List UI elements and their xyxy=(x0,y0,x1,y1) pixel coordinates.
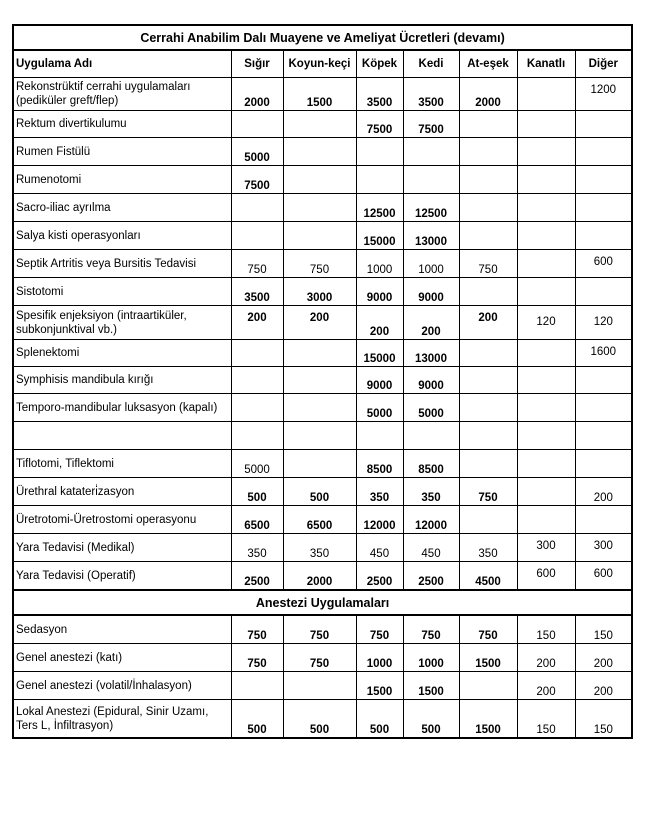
fee-cell: 150 xyxy=(517,615,575,644)
table-row xyxy=(13,394,632,422)
fee-cell xyxy=(575,394,632,422)
fee-cell xyxy=(575,367,632,394)
fee-cell: 5000 xyxy=(403,394,459,422)
procedure-name: Temporo-mandibular luksasyon (kapalı) xyxy=(13,394,231,422)
procedure-name xyxy=(13,422,231,450)
fee-cell: 600 xyxy=(575,250,632,278)
fee-cell: 500 xyxy=(403,700,459,739)
fee-cell: 500 xyxy=(231,700,283,739)
fee-cell: 750 xyxy=(231,644,283,672)
procedure-name: Tiflotomi, Tiflektomi xyxy=(13,450,231,478)
fee-cell: 8500 xyxy=(403,450,459,478)
fee-cell xyxy=(459,367,517,394)
fee-cell: 200 xyxy=(283,306,356,340)
fee-cell: 13000 xyxy=(403,340,459,367)
fee-cell: 15000 xyxy=(356,340,403,367)
column-header: Diğer xyxy=(575,50,632,78)
section-row xyxy=(13,590,632,615)
table-row xyxy=(13,562,632,591)
column-header: Sığır xyxy=(231,50,283,78)
column-header: Köpek xyxy=(356,50,403,78)
fee-cell: 600 xyxy=(517,562,575,591)
fee-cell: 3500 xyxy=(231,278,283,306)
table-row xyxy=(13,534,632,562)
table-row xyxy=(13,644,632,672)
header-row xyxy=(13,50,632,78)
fee-cell: 15000 xyxy=(356,222,403,250)
fee-cell: 150 xyxy=(575,615,632,644)
procedure-name: Üretrotomi-Üretrostomi operasyonu xyxy=(13,506,231,534)
fee-cell xyxy=(459,450,517,478)
table-row xyxy=(13,478,632,506)
fee-cell xyxy=(517,450,575,478)
procedure-name: Rektum divertikulumu xyxy=(13,111,231,138)
table-row xyxy=(13,166,632,194)
fee-cell: 7500 xyxy=(356,111,403,138)
fee-cell xyxy=(283,166,356,194)
fee-cell: 750 xyxy=(356,615,403,644)
fee-cell xyxy=(517,194,575,222)
fee-cell: 300 xyxy=(517,534,575,562)
fee-cell: 200 xyxy=(403,306,459,340)
fee-cell xyxy=(231,394,283,422)
fee-cell: 7500 xyxy=(403,111,459,138)
fee-cell: 350 xyxy=(356,478,403,506)
fee-cell: 3500 xyxy=(403,78,459,111)
column-header: At-eşek xyxy=(459,50,517,78)
table-title: Cerrahi Anabilim Dalı Muayene ve Ameliyat Ücretleri (devamı) xyxy=(13,25,632,50)
fee-cell: 750 xyxy=(231,250,283,278)
fee-cell: 3500 xyxy=(356,78,403,111)
fee-cell xyxy=(459,111,517,138)
table-row xyxy=(13,340,632,367)
procedure-name: Septik Artritis veya Bursitis Tedavisi xyxy=(13,250,231,278)
fee-cell: 200 xyxy=(231,306,283,340)
section-title: Anestezi Uygulamaları xyxy=(13,590,632,615)
fee-cell: 750 xyxy=(403,615,459,644)
fees-table xyxy=(12,24,633,739)
fee-cell xyxy=(517,478,575,506)
procedure-name: Symphisis mandibula kırığı xyxy=(13,367,231,394)
procedure-name: Sistotomi xyxy=(13,278,231,306)
fee-cell: 1500 xyxy=(283,78,356,111)
table-row xyxy=(13,306,632,340)
table-row xyxy=(13,250,632,278)
fee-cell: 6500 xyxy=(231,506,283,534)
fee-cell: 1200 xyxy=(575,78,632,111)
fee-cell xyxy=(459,394,517,422)
fee-cell: 2500 xyxy=(356,562,403,591)
procedure-name: Splenektomi xyxy=(13,340,231,367)
fee-cell: 200 xyxy=(517,672,575,700)
table-row xyxy=(13,615,632,644)
column-header: Uygulama Adı xyxy=(13,50,231,78)
fee-cell xyxy=(517,506,575,534)
fee-cell: 500 xyxy=(231,478,283,506)
fee-cell xyxy=(575,506,632,534)
fee-cell: 350 xyxy=(231,534,283,562)
procedure-name: Yara Tedavisi (Operatif) xyxy=(13,562,231,591)
fee-cell: 1500 xyxy=(459,700,517,739)
fee-cell xyxy=(356,422,403,450)
table-row xyxy=(13,367,632,394)
fee-cell xyxy=(517,166,575,194)
column-header: Kedi xyxy=(403,50,459,78)
fee-cell: 1600 xyxy=(575,340,632,367)
fee-cell xyxy=(575,278,632,306)
fee-cell xyxy=(517,78,575,111)
fee-cell xyxy=(517,138,575,166)
fee-cell: 120 xyxy=(517,306,575,340)
procedure-name: Rekonstrüktif cerrahi uygulamaları (pediküler greft/flep) xyxy=(13,78,231,111)
table-row xyxy=(13,700,632,739)
fee-cell: 9000 xyxy=(356,278,403,306)
table-row xyxy=(13,672,632,700)
fee-cell: 750 xyxy=(459,250,517,278)
fee-cell: 200 xyxy=(459,306,517,340)
fee-cell: 200 xyxy=(356,306,403,340)
fee-cell xyxy=(231,422,283,450)
fee-cell xyxy=(575,450,632,478)
fee-cell xyxy=(575,166,632,194)
fee-cell: 12000 xyxy=(403,506,459,534)
fee-cell xyxy=(356,138,403,166)
procedure-name: Ürethral katateri̇zasyon xyxy=(13,478,231,506)
fee-cell: 500 xyxy=(283,700,356,739)
fee-cell: 750 xyxy=(283,250,356,278)
fee-cell xyxy=(517,394,575,422)
fee-cell xyxy=(517,278,575,306)
fee-cell xyxy=(575,111,632,138)
fee-cell xyxy=(356,166,403,194)
table-row xyxy=(13,111,632,138)
fee-cell: 750 xyxy=(459,615,517,644)
procedure-name: Sacro-iliac ayrılma xyxy=(13,194,231,222)
fee-cell: 2000 xyxy=(283,562,356,591)
table-row xyxy=(13,194,632,222)
fee-cell: 1000 xyxy=(403,250,459,278)
table-row xyxy=(13,138,632,166)
table-row xyxy=(13,278,632,306)
fee-cell: 9000 xyxy=(403,278,459,306)
fee-cell: 1500 xyxy=(459,644,517,672)
procedure-name: Rumen Fistülü xyxy=(13,138,231,166)
fee-cell xyxy=(575,194,632,222)
fee-cell xyxy=(231,672,283,700)
procedure-name: Lokal Anestezi (Epidural, Sinir Uzamı, Ters L, İnfiltrasyon) xyxy=(13,700,231,739)
fee-cell: 450 xyxy=(403,534,459,562)
fee-cell: 150 xyxy=(517,700,575,739)
fee-cell xyxy=(517,222,575,250)
fee-cell xyxy=(575,138,632,166)
fee-cell: 13000 xyxy=(403,222,459,250)
fee-cell: 9000 xyxy=(403,367,459,394)
fee-cell: 1500 xyxy=(403,672,459,700)
fee-cell: 12500 xyxy=(356,194,403,222)
fee-cell: 200 xyxy=(575,672,632,700)
fee-cell: 2500 xyxy=(403,562,459,591)
fee-cell xyxy=(459,672,517,700)
fee-cell: 200 xyxy=(575,478,632,506)
fee-cell xyxy=(517,367,575,394)
procedure-name: Rumenotomi xyxy=(13,166,231,194)
fee-cell xyxy=(283,367,356,394)
table-title-row xyxy=(13,25,632,50)
fee-cell: 3000 xyxy=(283,278,356,306)
table-row xyxy=(13,450,632,478)
fee-cell: 1000 xyxy=(356,250,403,278)
fee-cell xyxy=(231,367,283,394)
fee-cell xyxy=(517,111,575,138)
procedure-name: Genel anestezi (volatil/İnhalasyon) xyxy=(13,672,231,700)
fee-cell: 5000 xyxy=(231,138,283,166)
fee-cell xyxy=(459,278,517,306)
column-header: Koyun-keçi xyxy=(283,50,356,78)
fee-cell: 350 xyxy=(459,534,517,562)
table-row xyxy=(13,222,632,250)
fee-cell: 500 xyxy=(283,478,356,506)
fee-cell xyxy=(459,194,517,222)
fee-cell xyxy=(231,222,283,250)
fee-cell xyxy=(283,340,356,367)
fee-cell xyxy=(459,166,517,194)
fee-cell: 1500 xyxy=(356,672,403,700)
fee-cell: 600 xyxy=(575,562,632,591)
column-header: Kanatlı xyxy=(517,50,575,78)
procedure-name: Sedasyon xyxy=(13,615,231,644)
fee-cell xyxy=(283,422,356,450)
fee-cell xyxy=(459,340,517,367)
fee-cell: 150 xyxy=(575,700,632,739)
fee-cell: 2500 xyxy=(231,562,283,591)
fee-cell xyxy=(575,222,632,250)
fee-cell xyxy=(283,111,356,138)
fee-cell: 300 xyxy=(575,534,632,562)
fee-cell: 8500 xyxy=(356,450,403,478)
fee-cell xyxy=(403,166,459,194)
fee-cell xyxy=(517,422,575,450)
fee-cell: 500 xyxy=(356,700,403,739)
fee-cell xyxy=(283,194,356,222)
fee-cell xyxy=(575,422,632,450)
fee-cell: 1000 xyxy=(403,644,459,672)
procedure-name: Genel anestezi (katı) xyxy=(13,644,231,672)
fee-cell: 350 xyxy=(403,478,459,506)
fee-cell xyxy=(517,250,575,278)
table-row xyxy=(13,422,632,450)
fee-cell xyxy=(459,422,517,450)
fee-cell xyxy=(283,222,356,250)
fee-cell: 5000 xyxy=(356,394,403,422)
fee-cell: 200 xyxy=(575,644,632,672)
fee-cell: 2000 xyxy=(231,78,283,111)
fee-cell: 9000 xyxy=(356,367,403,394)
fee-cell xyxy=(517,340,575,367)
fee-cell: 4500 xyxy=(459,562,517,591)
fee-cell: 12500 xyxy=(403,194,459,222)
fee-cell xyxy=(283,138,356,166)
fee-cell: 6500 xyxy=(283,506,356,534)
fee-cell xyxy=(231,340,283,367)
procedure-name: Spesifik enjeksiyon (intraartiküler, subkonjunktival vb.) xyxy=(13,306,231,340)
fee-cell xyxy=(403,422,459,450)
fee-cell: 120 xyxy=(575,306,632,340)
fee-cell xyxy=(283,394,356,422)
fee-cell: 5000 xyxy=(231,450,283,478)
fee-cell xyxy=(459,138,517,166)
fee-cell: 750 xyxy=(459,478,517,506)
fee-cell: 750 xyxy=(231,615,283,644)
fee-cell xyxy=(403,138,459,166)
fee-cell xyxy=(283,450,356,478)
fee-cell xyxy=(283,672,356,700)
fee-cell xyxy=(459,506,517,534)
fee-cell xyxy=(231,194,283,222)
fee-cell: 750 xyxy=(283,615,356,644)
fee-cell: 200 xyxy=(517,644,575,672)
fee-cell: 450 xyxy=(356,534,403,562)
fee-cell xyxy=(231,111,283,138)
procedure-name: Salya kisti operasyonları xyxy=(13,222,231,250)
fee-cell: 750 xyxy=(283,644,356,672)
fee-cell: 12000 xyxy=(356,506,403,534)
procedure-name: Yara Tedavisi (Medikal) xyxy=(13,534,231,562)
fee-cell: 1000 xyxy=(356,644,403,672)
fee-cell xyxy=(459,222,517,250)
table-row xyxy=(13,506,632,534)
fee-cell: 2000 xyxy=(459,78,517,111)
table-row xyxy=(13,78,632,111)
fee-cell: 350 xyxy=(283,534,356,562)
fee-cell: 7500 xyxy=(231,166,283,194)
